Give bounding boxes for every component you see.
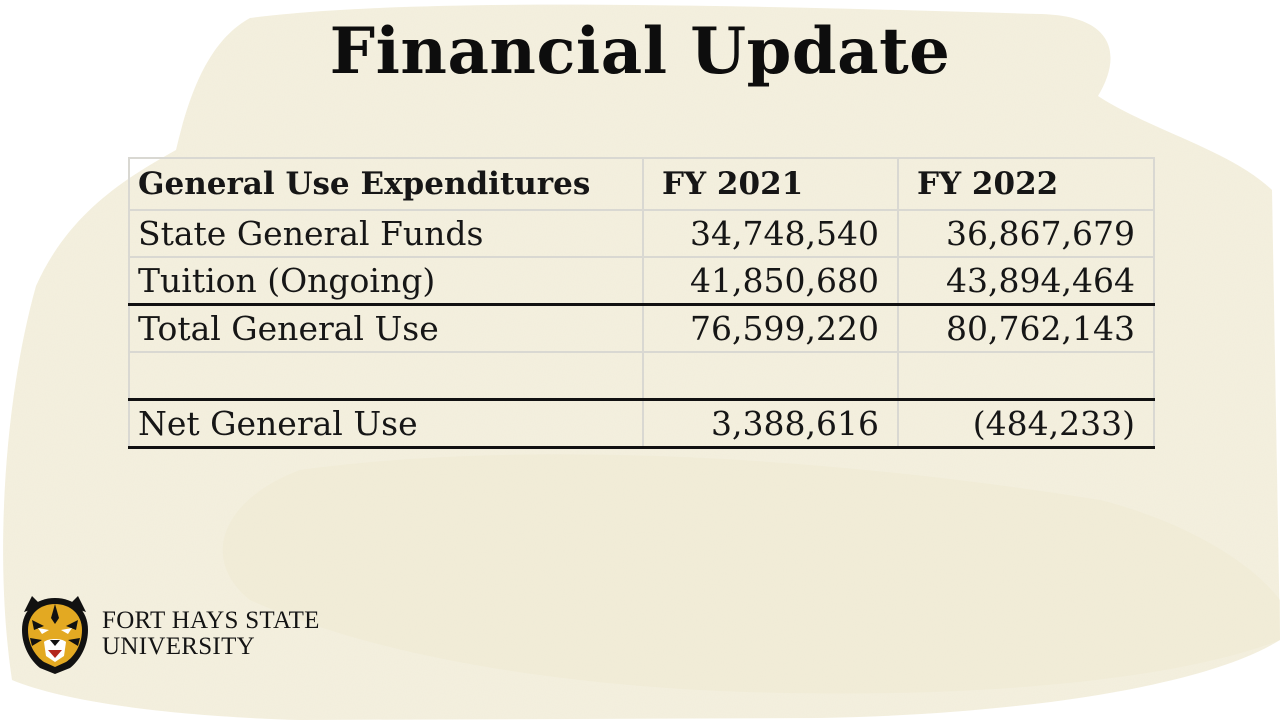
table-header-row <box>129 158 1154 210</box>
university-name-line1: FORT HAYS STATE <box>102 607 320 634</box>
table-row-net <box>129 400 1154 448</box>
row-value-fy2022 <box>898 352 1154 400</box>
row-label: State General Funds <box>129 210 643 257</box>
financial-table <box>128 157 1155 449</box>
table-row-total <box>129 305 1154 353</box>
row-label: Net General Use <box>129 400 643 448</box>
university-name <box>102 608 320 660</box>
table-row <box>129 257 1154 305</box>
row-value-fy2022: 43,894,464 <box>898 257 1154 305</box>
slide-title: Financial Update <box>329 14 951 89</box>
row-value-fy2022: 80,762,143 <box>898 305 1154 353</box>
row-value-fy2021: 41,850,680 <box>643 257 898 305</box>
tiger-head-icon <box>18 594 92 674</box>
row-value-fy2021: 34,748,540 <box>643 210 898 257</box>
header-fy2022: FY 2022 <box>898 158 1154 210</box>
row-value-fy2021 <box>643 352 898 400</box>
header-fy2021: FY 2021 <box>643 158 898 210</box>
table-row-empty <box>129 352 1154 400</box>
table-row <box>129 210 1154 257</box>
header-expenditures: General Use Expenditures <box>129 158 643 210</box>
row-value-fy2022: 36,867,679 <box>898 210 1154 257</box>
row-value-fy2021: 76,599,220 <box>643 305 898 353</box>
university-name-line2: UNIVERSITY <box>102 633 255 660</box>
row-label: Tuition (Ongoing) <box>129 257 643 305</box>
row-value-fy2022: (484,233) <box>898 400 1154 448</box>
row-label: Total General Use <box>129 305 643 353</box>
row-label <box>129 352 643 400</box>
row-value-fy2021: 3,388,616 <box>643 400 898 448</box>
